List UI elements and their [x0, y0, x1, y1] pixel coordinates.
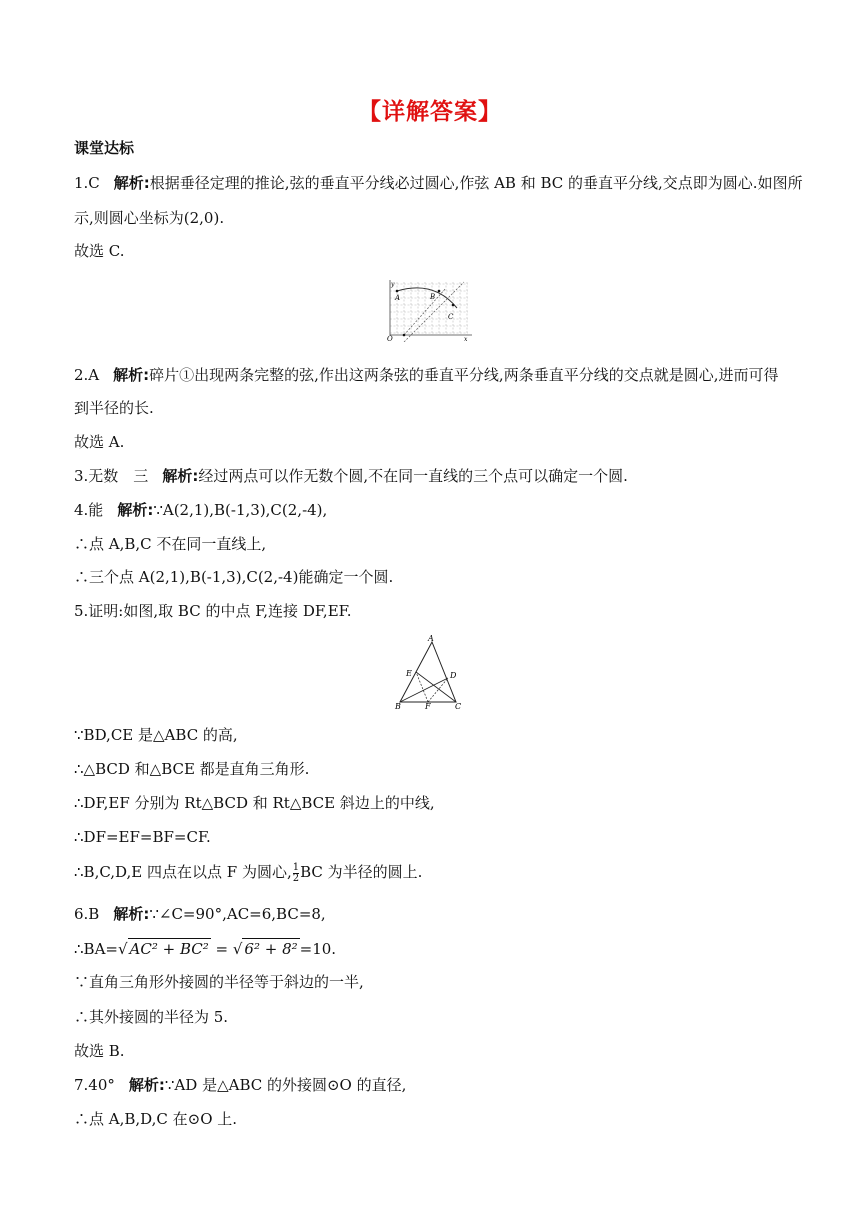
- q6-sqrt2: 6² + 8²: [244, 940, 298, 958]
- q5-line2: ∵BD,CE 是△ABC 的高,: [74, 726, 238, 744]
- page-title: 【详解答案】: [358, 99, 502, 125]
- q6-text1: ∵∠C=90°,AC=6,BC=8,: [149, 905, 326, 923]
- q3-line: [74, 466, 628, 486]
- q7-line1: [74, 1075, 406, 1095]
- q5-line6: [74, 862, 422, 884]
- q1-point-a: [396, 290, 399, 293]
- q7-label: 解析:: [128, 1076, 165, 1094]
- q5-label-e: E: [406, 669, 412, 678]
- q2-line1: [74, 365, 778, 385]
- q1-line1: [74, 173, 803, 193]
- q6-conclusion: 故选 B.: [74, 1042, 125, 1060]
- q7-answer: 7.40°: [74, 1076, 115, 1094]
- q6-label: 解析:: [113, 905, 150, 923]
- q5-line6-start: ∴B,C,D,E 四点在以点 F 为圆心,: [74, 863, 292, 881]
- q5-line4: ∴DF,EF 分别为 Rt△BCD 和 Rt△BCE 斜边上的中线,: [74, 794, 435, 812]
- q1-point-b: [438, 290, 441, 293]
- q6-line4: ∴其外接圆的半径为 5.: [74, 1008, 229, 1026]
- q5-label-b: B: [395, 702, 401, 710]
- q6-line2: ∴BA=√ AC² + BC² = √ 6² + 8² =10.: [74, 940, 337, 958]
- q5-label-c: C: [455, 702, 462, 710]
- q2-line2: 到半径的长.: [74, 399, 154, 417]
- q5-fraction: $\frac{1}{2}$: [292, 861, 300, 884]
- q4-text1: ∵A(2,1),B(-1,3),C(2,-4),: [153, 501, 328, 519]
- q1-number: 1.C: [74, 174, 100, 192]
- q2-label: 解析:: [113, 366, 150, 384]
- q6-sqrt1: AC² + BC²: [129, 940, 209, 958]
- q1-conclusion: 故选 C.: [74, 242, 125, 260]
- q1-label-o: O: [387, 335, 393, 342]
- q5-line6-end: BC 为半径的圆上.: [300, 863, 423, 881]
- q6-line1: [74, 904, 326, 924]
- q7-line2: ∴点 A,B,D,C 在⊙O 上.: [74, 1110, 238, 1128]
- q1-line2: 示,则圆心坐标为(2,0).: [74, 209, 225, 227]
- q5-triangle-figure: [392, 634, 466, 710]
- q5-line3: ∴△BCD 和△BCE 都是直角三角形.: [74, 760, 310, 778]
- q5-label-d: D: [450, 671, 457, 680]
- q4-line1: [74, 500, 327, 520]
- q4-line3: ∴三个点 A(2,1),B(-1,3),C(2,-4)能确定一个圆.: [74, 568, 394, 586]
- q1-text1: 根据垂径定理的推论,弦的垂直平分线必过圆心,作弦 AB 和 BC 的垂直平分线,交点即为圆心.如图所: [149, 174, 803, 192]
- q1-center-point: [403, 334, 406, 337]
- q5-line1: 5.证明:如图,取 BC 的中点 F,连接 DF,EF.: [74, 602, 352, 620]
- q2-number: 2.A: [74, 366, 100, 384]
- q5-altitude-bd: [400, 678, 448, 702]
- q7-text1: ∵AD 是△ABC 的外接圆⊙O 的直径,: [164, 1076, 407, 1094]
- q6-answer: 6.B: [74, 905, 100, 923]
- q3-label: 解析:: [162, 467, 199, 485]
- q1-label-x: x: [464, 336, 468, 342]
- q1-label-b: B: [430, 293, 436, 301]
- q1-point-c: [452, 304, 455, 307]
- q4-answer: 4.能: [74, 501, 104, 519]
- q4-label: 解析:: [117, 501, 154, 519]
- q2-text1: 碎片①出现两条完整的弦,作出这两条弦的垂直平分线,两条垂直平分线的交点就是圆心,进而可得: [149, 366, 779, 384]
- q3-text: 经过两点可以作无数个圆,不在同一直线的三个点可以确定一个圆.: [198, 467, 628, 485]
- q3-answer: 3.无数 三: [74, 467, 149, 485]
- q1-label-a: A: [395, 294, 401, 302]
- q1-grid-figure: [384, 278, 474, 342]
- q5-label-a: A: [428, 634, 434, 643]
- q5-label-f: F: [425, 702, 431, 710]
- q1-label-c: C: [448, 313, 454, 321]
- q2-conclusion: 故选 A.: [74, 433, 125, 451]
- q4-line2: ∴点 A,B,C 不在同一直线上,: [74, 535, 267, 553]
- section-heading: 课堂达标: [74, 139, 135, 157]
- q6-line3: ∵直角三角形外接圆的半径等于斜边的一半,: [74, 973, 364, 991]
- q1-label: 解析:: [113, 174, 150, 192]
- q5-segment-df: [428, 678, 448, 702]
- q1-label-y: y: [391, 281, 395, 288]
- q5-line5: ∴DF=EF=BF=CF.: [74, 828, 211, 846]
